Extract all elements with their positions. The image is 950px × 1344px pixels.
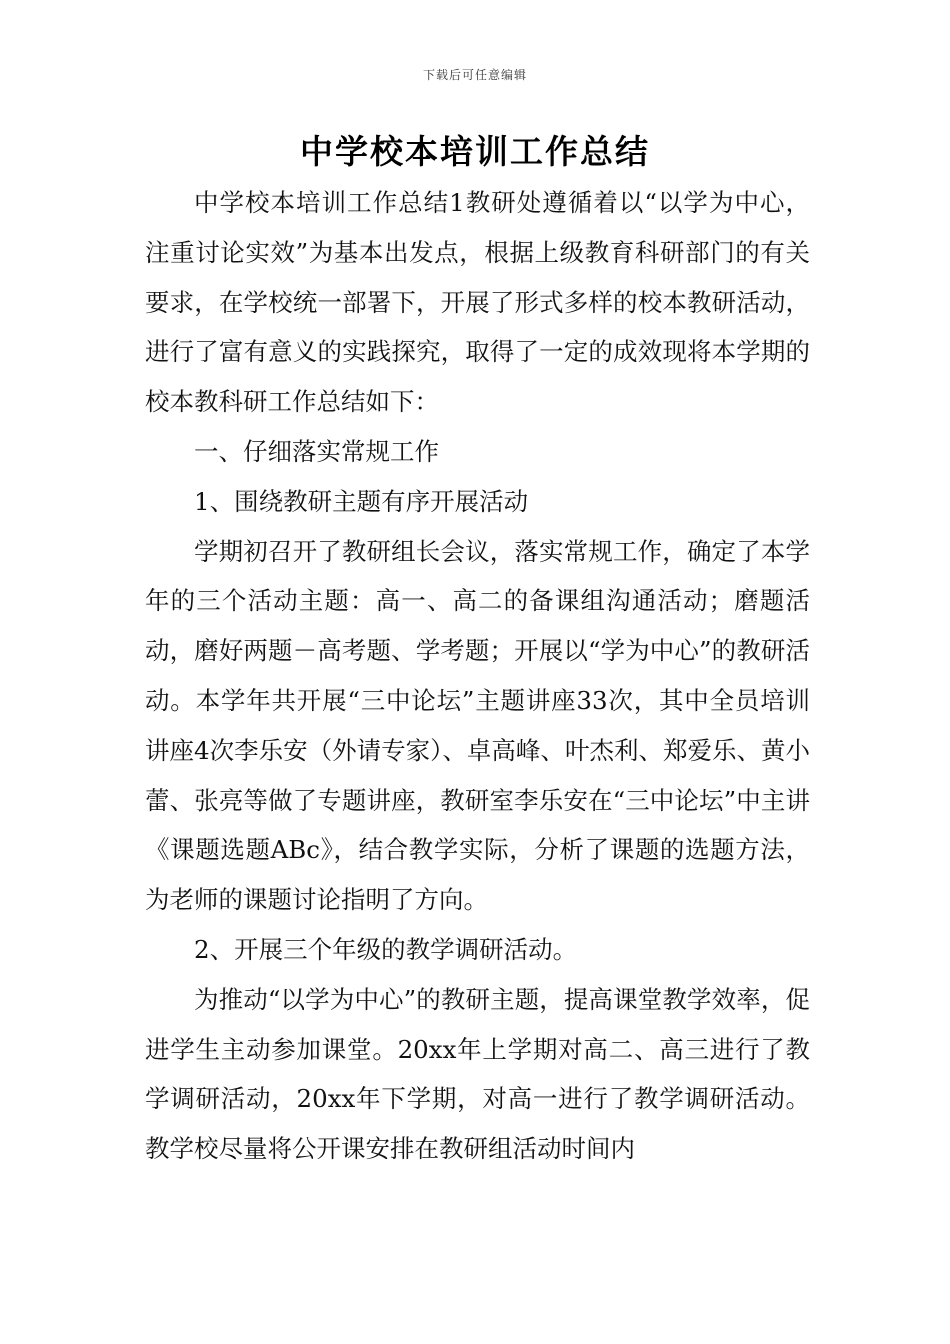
paragraph-activities: 学期初召开了教研组长会议，落实常规工作，确定了本学年的三个活动主题：高一、高二的备课组沟通活动；磨题活动，磨好两题－高考题、学考题；开展以“学为中心”的教研活动。本学年共开展“三中论坛”主题讲座33次，其中全员培训讲座4次李乐安（外请专家）、卓高峰、叶杰利、郑爱乐、黄小蕾、张亮等做了专题讲座，教研室李乐安在“三中论坛”中主讲《课题选题ABc》，结合教学实际，分析了课题的选题方法，为老师的课题讨论指明了方向。: [145, 536, 810, 915]
header-note: 下载后可任意编辑: [422, 68, 527, 82]
subsection-heading-1: 1、围绕教研主题有序开展活动: [194, 486, 529, 516]
document-title: 中学校本培训工作总结: [300, 132, 650, 171]
section-heading-1: 一、仔细落实常规工作: [194, 436, 439, 466]
paragraph-intro: 中学校本培训工作总结1教研处遵循着以“以学为中心，注重讨论实效”为基本出发点，根据上级教育科研部门的有关要求，在学校统一部署下，开展了形式多样的校本教研活动，进行了富有意义的实践探究，取得了一定的成效现将本学期的校本教科研工作总结如下：: [145, 188, 810, 417]
subsection-heading-2: 2、开展三个年级的教学调研活动。: [194, 934, 578, 964]
paragraph-research: 为推动“以学为中心”的教研主题，提高课堂教学效率，促进学生主动参加课堂。20xx年上学期对高二、高三进行了教学调研活动，20xx年下学期，对高一进行了教学调研活动。教学校尽量将公开课安排在教研组活动时间内: [145, 984, 810, 1164]
document-body: [145, 178, 810, 1174]
